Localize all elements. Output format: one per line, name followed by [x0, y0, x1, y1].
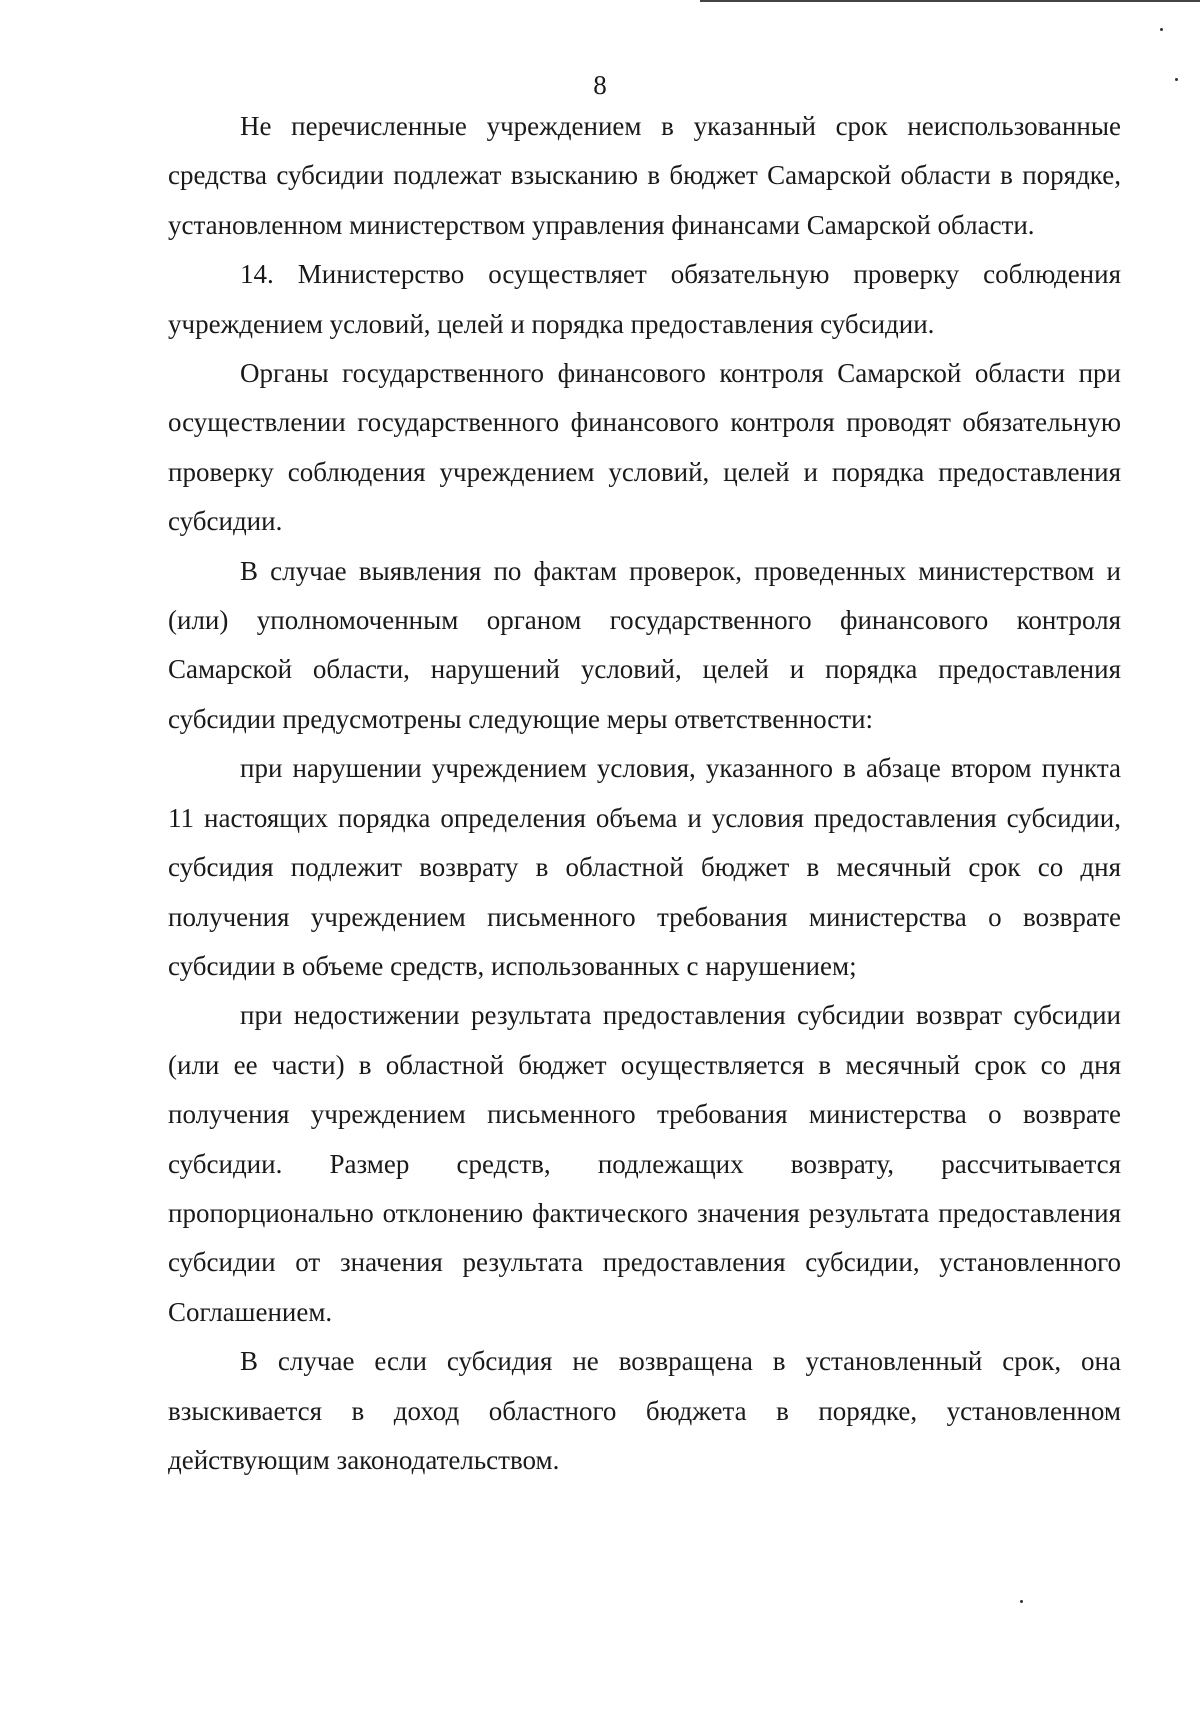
paragraph-control-bodies: Органы государственного финансового контроля Самарской области при осуществлении государственного финансового контроля проводят обязательную проверку соблюдения учреждением условий, целей и порядка предоставления субсидии. — [168, 358, 1121, 537]
paragraph-unused-funds: Не перечисленные учреждением в указанный срок неиспользованные средства субсидии подлежат взысканию в бюджет Самарской области в порядке, установленном министерством управления финансами Самарской области. — [168, 111, 1121, 240]
document-body — [168, 102, 1121, 1485]
paragraph-violation-refund: при нарушении учреждением условия, указанного в абзаце втором пункта 11 настоящих порядка определения объема и условия предоставления субсидии, субсидия подлежит возврату в областной бюджет в месячный срок со дня получения учреждением письменного требования министерства о возврате субсидии в объеме средств, использованных с нарушением; — [168, 753, 1121, 981]
page-number: 8 — [593, 70, 607, 100]
paragraph-violations: В случае выявления по фактам проверок, проведенных министерством и (или) уполномоченным органом государственного финансового контроля Самарской области, нарушений условий, целей и порядка предоставления субсидии предусмотрены следующие меры ответственности: — [168, 555, 1121, 734]
paragraph-result-refund: при недостижении результата предоставления субсидии возврат субсидии (или ее части) в областной бюджет осуществляется в месячный срок со дня получения учреждением письменного требования министерства о возврате субсидии. Размер средств, подлежащих возврату, рассчитывается пропорционально отклонению фактического значения результата предоставления субсидии от значения результата предоставления субсидии, установленного Соглашением. — [168, 1000, 1121, 1327]
scan-speck — [1160, 28, 1163, 31]
scan-top-rule — [700, 0, 1200, 2]
paragraph-recovery: В случае если субсидия не возвращена в установленный срок, она взыскивается в доход областного бюджета в порядке, установленном действующим законодательством. — [168, 1346, 1121, 1475]
paragraph-item-14: 14. Министерство осуществляет обязательную проверку соблюдения учреждением условий, целей и порядка предоставления субсидии. — [168, 259, 1121, 339]
scan-speck — [1020, 1600, 1023, 1603]
